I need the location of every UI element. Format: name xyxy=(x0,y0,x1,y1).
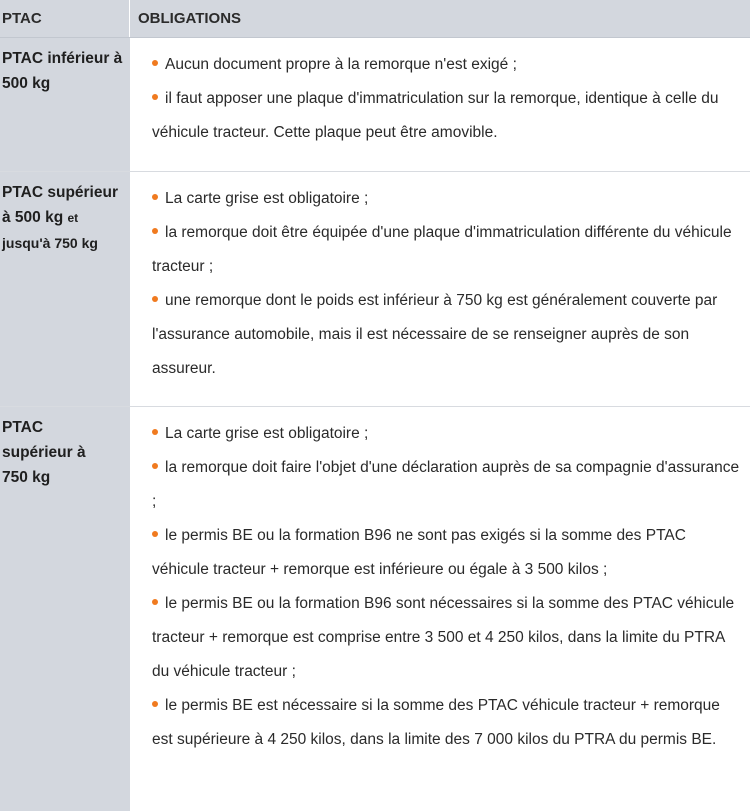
list-item-text: il faut apposer une plaque d'immatriculation sur la remorque, identique à celle du véhicule tracteur. Cette plaque peut être amovible. xyxy=(152,90,719,141)
list-item xyxy=(152,417,742,451)
row-label xyxy=(0,172,130,406)
row-label-text: PTAC supérieur à 500 kg xyxy=(2,184,118,226)
bullet-icon xyxy=(152,194,158,200)
table-header xyxy=(0,0,750,38)
bullet-icon xyxy=(152,228,158,234)
list-item xyxy=(152,82,742,150)
list-item-text: La carte grise est obligatoire ; xyxy=(165,190,369,207)
row-obligations xyxy=(130,38,750,171)
bullet-icon xyxy=(152,531,158,537)
list-item-text: le permis BE est nécessaire si la somme des PTAC véhicule tracteur + remorque est supérieure à 4 250 kilos, dans la limite des 7 000 kilos du PTRA du permis BE. xyxy=(152,697,720,748)
list-item-text: le permis BE ou la formation B96 sont nécessaires si la somme des PTAC véhicule tracteur + remorque est comprise entre 3 500 et 4 250 kilos, dans la limite du PTRA du véhicule tracteur ; xyxy=(152,595,735,680)
list-item xyxy=(152,216,742,284)
row-label-and: et xyxy=(67,211,79,225)
list-item xyxy=(152,182,742,216)
list-item-text: la remorque doit être équipée d'une plaque d'immatriculation différente du véhicule tracteur ; xyxy=(152,224,732,275)
bullet-icon xyxy=(152,94,158,100)
bullet-icon xyxy=(152,429,158,435)
list-item xyxy=(152,689,742,757)
row-obligations xyxy=(130,407,750,811)
header-obligations: OBLIGATIONS xyxy=(138,10,242,27)
row-label xyxy=(0,38,130,171)
header-ptac: PTAC xyxy=(0,0,130,37)
list-item xyxy=(152,284,742,386)
table-row xyxy=(0,407,750,811)
bullet-icon xyxy=(152,599,158,605)
row-obligations xyxy=(130,172,750,406)
list-item-text: la remorque doit faire l'objet d'une déclaration auprès de sa compagnie d'assurance ; xyxy=(152,459,740,510)
table-row xyxy=(0,172,750,407)
list-item xyxy=(152,519,742,587)
list-item-text: une remorque dont le poids est inférieur à 750 kg est généralement couverte par l'assurance automobile, mais il est nécessaire de se renseigner auprès de son assureur. xyxy=(152,292,718,377)
bullet-icon xyxy=(152,701,158,707)
list-item-text: La carte grise est obligatoire ; xyxy=(165,425,369,442)
row-label xyxy=(0,407,130,811)
list-item-text: Aucun document propre à la remorque n'est exigé ; xyxy=(165,56,517,73)
list-item xyxy=(152,451,742,519)
bullet-icon xyxy=(152,463,158,469)
bullet-icon xyxy=(152,60,158,66)
list-item xyxy=(152,587,742,689)
table-row xyxy=(0,38,750,172)
bullet-icon xyxy=(152,296,158,302)
row-label-text: PTAC supérieur à 750 kg xyxy=(2,419,86,486)
row-label-text: PTAC inférieur à 500 kg xyxy=(2,50,123,92)
list-item xyxy=(152,48,742,82)
row-label-upto: jusqu'à 750 kg xyxy=(2,235,98,251)
list-item-text: le permis BE ou la formation B96 ne sont pas exigés si la somme des PTAC véhicule tracteur + remorque est inférieure ou égale à 3 500 kilos ; xyxy=(152,527,686,578)
